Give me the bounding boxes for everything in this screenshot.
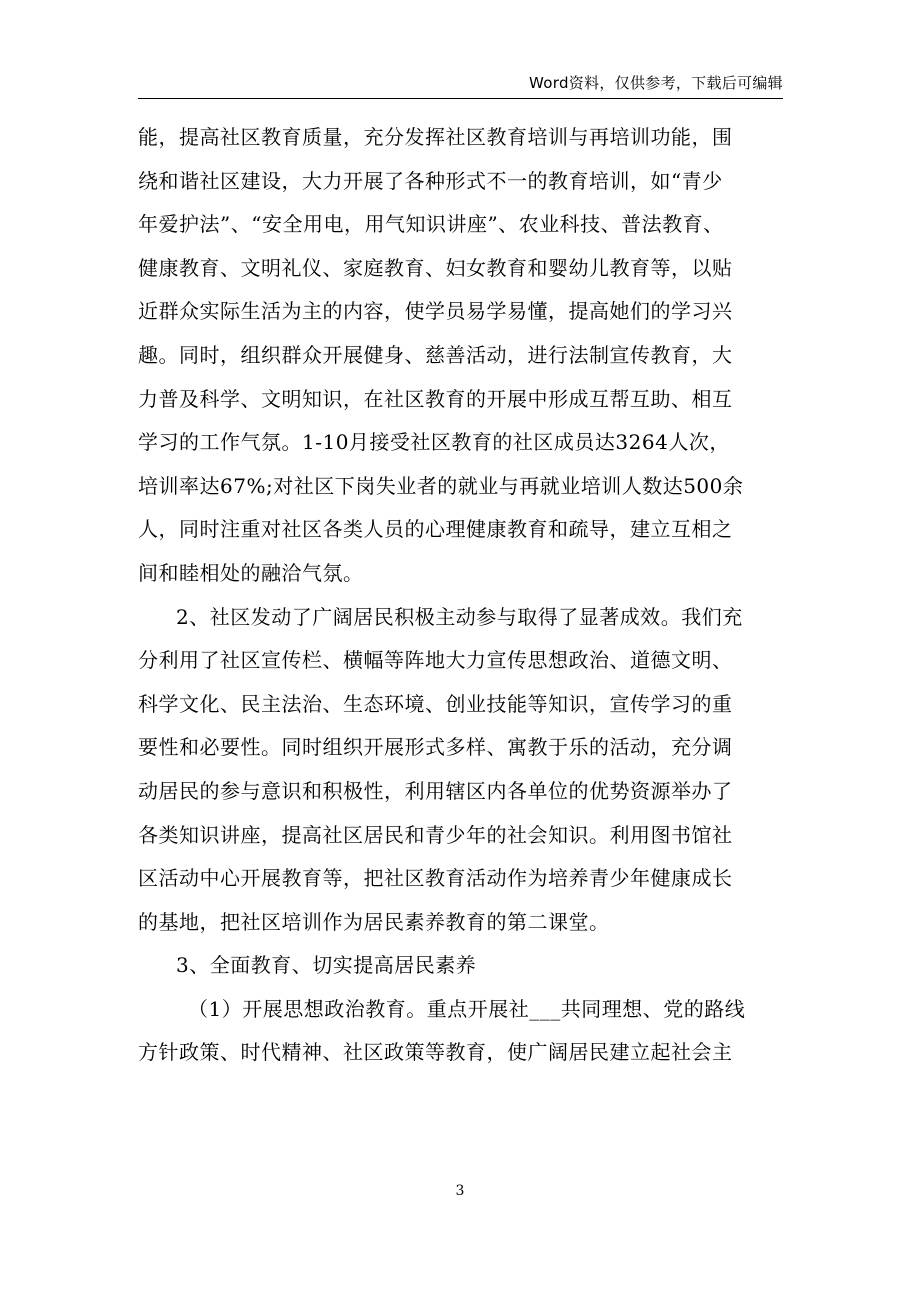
paragraph-start-line: 2、社区发动了广阔居民积极主动参与取得了显著成效。我们充 xyxy=(176,604,743,629)
text-line: 能，提高社区教育质量，充分发挥社区教育培训与再培训功能，围 xyxy=(138,125,733,149)
paragraph-start-line: （1）开展思想政治教育。重点开展社___共同理想、党的路线 xyxy=(188,996,746,1021)
text-line: 近群众实际生活为主的内容，使学员易学易懂，提高她们的学习兴 xyxy=(138,299,733,324)
page-number: 3 xyxy=(455,1183,465,1199)
text-line: 绕和谐社区建设，大力开展了各种形式不一的教育培训，如“青少 xyxy=(138,168,723,193)
text-line: 学习的工作气氛。1-10月接受社区教育的社区成员达3264人次， xyxy=(138,430,730,455)
text-line: 健康教育、文明礼仪、家庭教育、妇女教育和婴幼儿教育等，以贴 xyxy=(138,255,733,280)
text-line: 趣。同时，组织群众开展健身、慈善活动，进行法制宣传教育，大 xyxy=(138,342,733,367)
document-body xyxy=(138,116,770,1075)
page-header xyxy=(138,68,783,99)
section-heading: 3、全面教育、切实提高居民素养 xyxy=(176,953,477,978)
text-line: 动居民的参与意识和积极性，利用辖区内各单位的优势资源举办了 xyxy=(138,778,733,803)
text-line: 人，同时注重对社区各类人员的心理健康教育和疏导，建立互相之 xyxy=(138,517,733,542)
text-line: 区活动中心开展教育等，把社区教育活动作为培养青少年健康成长 xyxy=(138,866,733,891)
text-line: 方针政策、时代精神、社区政策等教育，使广阔居民建立起社会主 xyxy=(138,1040,733,1065)
text-line: 年爱护法”、“安全用电，用气知识讲座”、农业科技、普法教育、 xyxy=(138,212,724,237)
text-line: 各类知识讲座，提高社区居民和青少年的社会知识。利用图书馆社 xyxy=(138,822,733,847)
text-line: 的基地，把社区培训作为居民素养教育的第二课堂。 xyxy=(138,909,610,934)
text-line: 科学文化、民主法治、生态环境、创业技能等知识，宣传学习的重 xyxy=(138,691,733,716)
text-line: 间和睦相处的融洽气氛。 xyxy=(138,560,364,585)
text-line: 培训率达67%;对社区下岗失业者的就业与再就业培训人数达500余 xyxy=(138,473,744,498)
text-line: 力普及科学、文明知识，在社区教育的开展中形成互帮互助、相互 xyxy=(138,386,733,411)
text-line: 要性和必要性。同时组织开展形式多样、寓教于乐的活动，充分调 xyxy=(138,735,733,760)
header-text: Word资料，仅供参考，下载后可编辑 xyxy=(529,74,783,92)
text-line: 分利用了社区宣传栏、横幅等阵地大力宣传思想政治、道德文明、 xyxy=(138,648,733,673)
